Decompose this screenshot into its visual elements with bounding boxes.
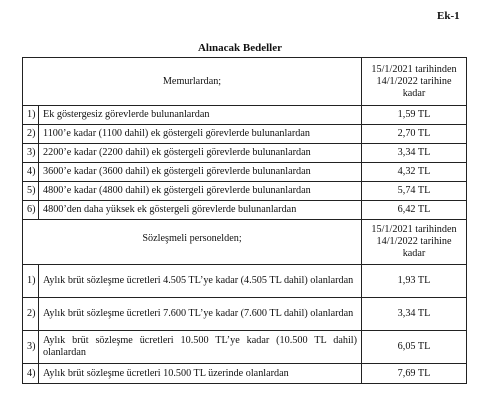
fees-table [22,57,467,384]
table-row [23,265,467,298]
row-description: Ek göstergesiz görevlerde bulunanlardan [39,106,362,125]
row-amount: 4,32 TL [362,163,467,182]
row-description: Aylık brüt sözleşme ücretleri 10.500 TL üzerinde olanlardan [39,364,362,384]
table-row [23,106,467,125]
row-description: Aylık brüt sözleşme ücretleri 4.505 TL’ye kadar (4.505 TL dahil) olanlardan [39,265,362,298]
section-heading-contract-staff: Sözleşmeli personelden; [23,220,362,265]
row-number: 4) [23,163,39,182]
period-header: 15/1/2021 tarihinden 14/1/2022 tarihine kadar [362,58,467,106]
row-number: 4) [23,364,39,384]
row-description: 2200’e kadar (2200 dahil) ek göstergeli görevlerde bulunanlardan [39,144,362,163]
row-number: 6) [23,201,39,220]
table-row [23,201,467,220]
row-number: 3) [23,331,39,364]
row-description: Aylık brüt sözleşme ücretleri 10.500 TL’ye kadar (10.500 TL dahil) olanlardan [39,331,362,364]
row-number: 5) [23,182,39,201]
row-amount: 6,42 TL [362,201,467,220]
row-description: 3600’e kadar (3600 dahil) ek göstergeli görevlerde bulunanlardan [39,163,362,182]
section-header-row [23,58,467,106]
row-amount: 5,74 TL [362,182,467,201]
row-amount: 6,05 TL [362,331,467,364]
row-amount: 3,34 TL [362,298,467,331]
row-description: Aylık brüt sözleşme ücretleri 7.600 TL’ye kadar (7.600 TL dahil) olanlardan [39,298,362,331]
row-description: 1100’e kadar (1100 dahil) ek göstergeli görevlerde bulunanlardan [39,125,362,144]
row-number: 2) [23,125,39,144]
row-amount: 3,34 TL [362,144,467,163]
row-number: 1) [23,265,39,298]
table-row [23,364,467,384]
table-row [23,144,467,163]
document-title: Alınacak Bedeller [197,42,283,54]
annex-label: Ek-1 [437,10,460,22]
row-amount: 7,69 TL [362,364,467,384]
table-row [23,163,467,182]
row-number: 3) [23,144,39,163]
table-row [23,125,467,144]
row-description: 4800’e kadar (4800 dahil) ek göstergeli görevlerde bulunanlardan [39,182,362,201]
section-header-row [23,220,467,265]
row-amount: 2,70 TL [362,125,467,144]
row-amount: 1,93 TL [362,265,467,298]
row-number: 2) [23,298,39,331]
table-row [23,331,467,364]
table-row [23,182,467,201]
row-number: 1) [23,106,39,125]
section-heading-civil-servants: Memurlardan; [23,58,362,106]
row-description: 4800’den daha yüksek ek göstergeli görevlerde bulunanlardan [39,201,362,220]
row-amount: 1,59 TL [362,106,467,125]
table-row [23,298,467,331]
period-header: 15/1/2021 tarihinden 14/1/2022 tarihine kadar [362,220,467,265]
